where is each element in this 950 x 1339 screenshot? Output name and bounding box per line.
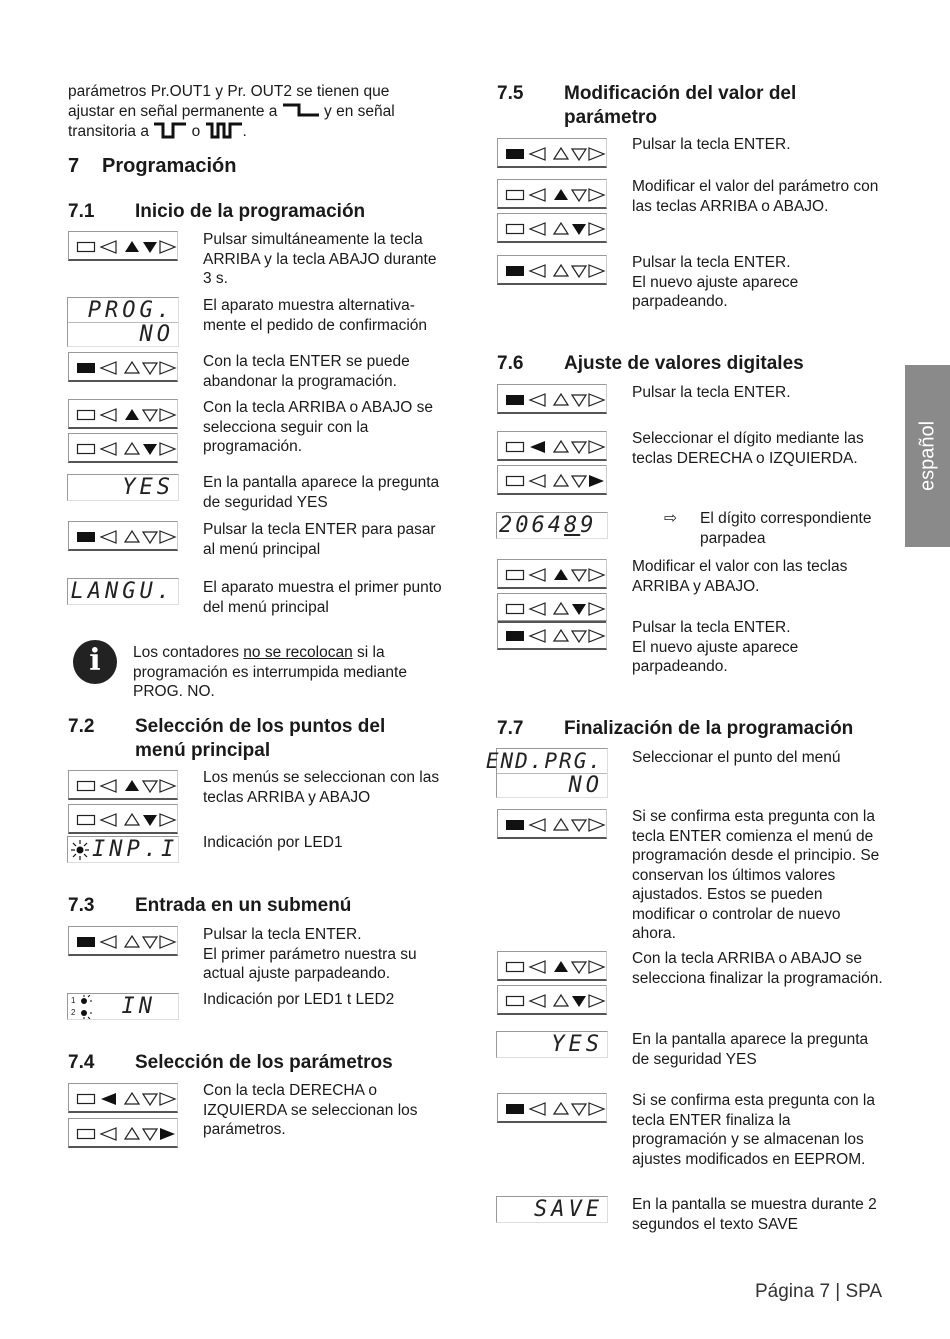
step-text: En la pantalla aparece la pregunta de seguridad YES xyxy=(632,1031,869,1068)
language-tab: español xyxy=(905,365,950,547)
keypad-down xyxy=(68,804,178,834)
page-footer: Página 7 | SPA xyxy=(755,1281,883,1302)
section-7-1-heading: 7.1 Inicio de la programación xyxy=(68,201,366,222)
step-text: Pulsar la tecla ENTER. El nuevo ajuste aparece parpadeando. xyxy=(632,619,799,675)
keypad-right xyxy=(497,465,607,495)
keypad-down xyxy=(497,213,607,243)
info-note: Los contadores no se recolocan si la programación es interrumpida mediante PROG. NO. xyxy=(133,644,407,700)
display-in: 1 2 IN xyxy=(67,993,179,1020)
keypad-down xyxy=(497,985,607,1015)
step-text: Con la tecla ARRIBA o ABAJO se selecciona finalizar la programación. xyxy=(632,950,883,987)
keypad-left xyxy=(68,1083,178,1113)
step-text: Pulsar la tecla ENTER para pasar al menú principal xyxy=(203,521,436,558)
step-text: Si se confirma esta pregunta con la tecla ENTER comienza el menú de programación desde el principio. Se conservan los últimos valores ajustados. Estos se pueden modificar o controlar de nuevo ahora. xyxy=(632,808,880,942)
section-7-7-heading: 7.7 Finalización de la programación xyxy=(497,718,854,739)
display-prog-no: PROG. NO xyxy=(67,297,179,347)
step-text: Con la tecla ENTER se puede abandonar la programación. xyxy=(203,353,410,390)
step-text: Pulsar la tecla ENTER. El nuevo ajuste aparece parpadeando. xyxy=(632,254,799,310)
step-text: Seleccionar el punto del menú xyxy=(632,749,841,766)
permanent-signal-icon xyxy=(282,103,320,117)
keypad-enter xyxy=(497,384,607,414)
display-yes: YES xyxy=(496,1031,608,1058)
step-text: Pulsar la tecla ENTER. xyxy=(632,384,791,401)
section-7-6-heading: 7.6 Ajuste de valores digitales xyxy=(497,353,804,374)
keypad-up xyxy=(68,770,178,800)
section-7-4-heading: 7.4 Selección de los parámetros xyxy=(68,1052,393,1073)
section-7-2-heading: 7.2 Selección de los puntos del menú principal xyxy=(68,716,386,761)
display-yes: YES xyxy=(67,474,179,501)
keypad-down xyxy=(68,433,178,463)
step-text: En la pantalla aparece la pregunta de seguridad YES xyxy=(203,474,440,511)
step-text: El dígito correspondiente parpadea xyxy=(700,510,872,547)
section-7-heading: 7 Programación xyxy=(68,155,237,177)
keypad-enter xyxy=(497,809,607,839)
step-text: Indicación por LED1 xyxy=(203,834,343,851)
step-text: Con la tecla DERECHA o IZQUIERDA se seleccionan los parámetros. xyxy=(203,1082,418,1138)
step-text: Pulsar la tecla ENTER. xyxy=(632,136,791,153)
transient-signal-icon xyxy=(153,121,187,139)
step-text: Si se confirma esta pregunta con la tecla ENTER finaliza la programación y se almacenan los ajustes modificados en EEPROM. xyxy=(632,1092,875,1168)
step-text: Pulsar la tecla ENTER. El primer parámetro nuestra su actual ajuste parpadeando. xyxy=(203,926,417,982)
pulse-signal-icon xyxy=(205,121,243,139)
step-text: Modificar el valor del parámetro con las teclas ARRIBA o ABAJO. xyxy=(632,178,879,215)
step-text: Con la tecla ARRIBA o ABAJO se selecciona seguir con la programación. xyxy=(203,399,434,455)
display-inp1: INP.I xyxy=(67,836,179,863)
keypad-enter xyxy=(497,620,607,650)
section-7-3-heading: 7.3 Entrada en un submenú xyxy=(68,895,352,916)
keypad-enter xyxy=(497,255,607,285)
led-blink-icon xyxy=(70,838,90,862)
info-icon: i xyxy=(73,640,117,684)
display-save: SAVE xyxy=(496,1196,608,1223)
section-7-5-heading: 7.5 Modificación del valor del parámetro xyxy=(497,83,797,128)
step-text: Modificar el valor con las teclas ARRIBA y ABAJO. xyxy=(632,558,848,595)
keypad-up-down xyxy=(68,231,178,261)
keypad-up xyxy=(68,399,178,429)
blink-arrow-icon: ⇨ xyxy=(664,510,677,527)
keypad-enter xyxy=(68,352,178,382)
display-end-prg: END.PRG. NO xyxy=(496,748,608,798)
keypad-up xyxy=(497,179,607,209)
display-digits: 206489 xyxy=(496,512,608,539)
display-langu: LANGU. xyxy=(67,578,179,605)
keypad-up xyxy=(497,559,607,589)
keypad-enter xyxy=(497,1093,607,1123)
keypad-left xyxy=(497,431,607,461)
step-text: El aparato muestra el primer punto del menú principal xyxy=(203,579,442,616)
step-text: Pulsar simultáneamente la tecla ARRIBA y la tecla ABAJO durante 3 s. xyxy=(203,231,437,287)
led-indicators: 1 2 xyxy=(71,995,93,1019)
keypad-right xyxy=(68,1118,178,1148)
keypad-enter xyxy=(68,926,178,956)
step-text: Los menús se seleccionan con las teclas ARRIBA y ABAJO xyxy=(203,769,440,806)
step-text: Seleccionar el dígito mediante las teclas DERECHA o IZQUIERDA. xyxy=(632,430,864,467)
keypad-enter xyxy=(68,521,178,551)
step-text: Indicación por LED1 t LED2 xyxy=(203,991,395,1008)
step-text: El aparato muestra alternativa-mente el pedido de confirmación xyxy=(203,297,428,334)
keypad-enter xyxy=(497,138,607,168)
keypad-up xyxy=(497,951,607,981)
intro-text: parámetros Pr.OUT1 y Pr. OUT2 se tienen que ajustar en señal permanente a y en señal transitoria a o . xyxy=(68,83,395,140)
keypad-down xyxy=(497,593,607,623)
step-text: En la pantalla se muestra durante 2 segundos el texto SAVE xyxy=(632,1196,877,1233)
